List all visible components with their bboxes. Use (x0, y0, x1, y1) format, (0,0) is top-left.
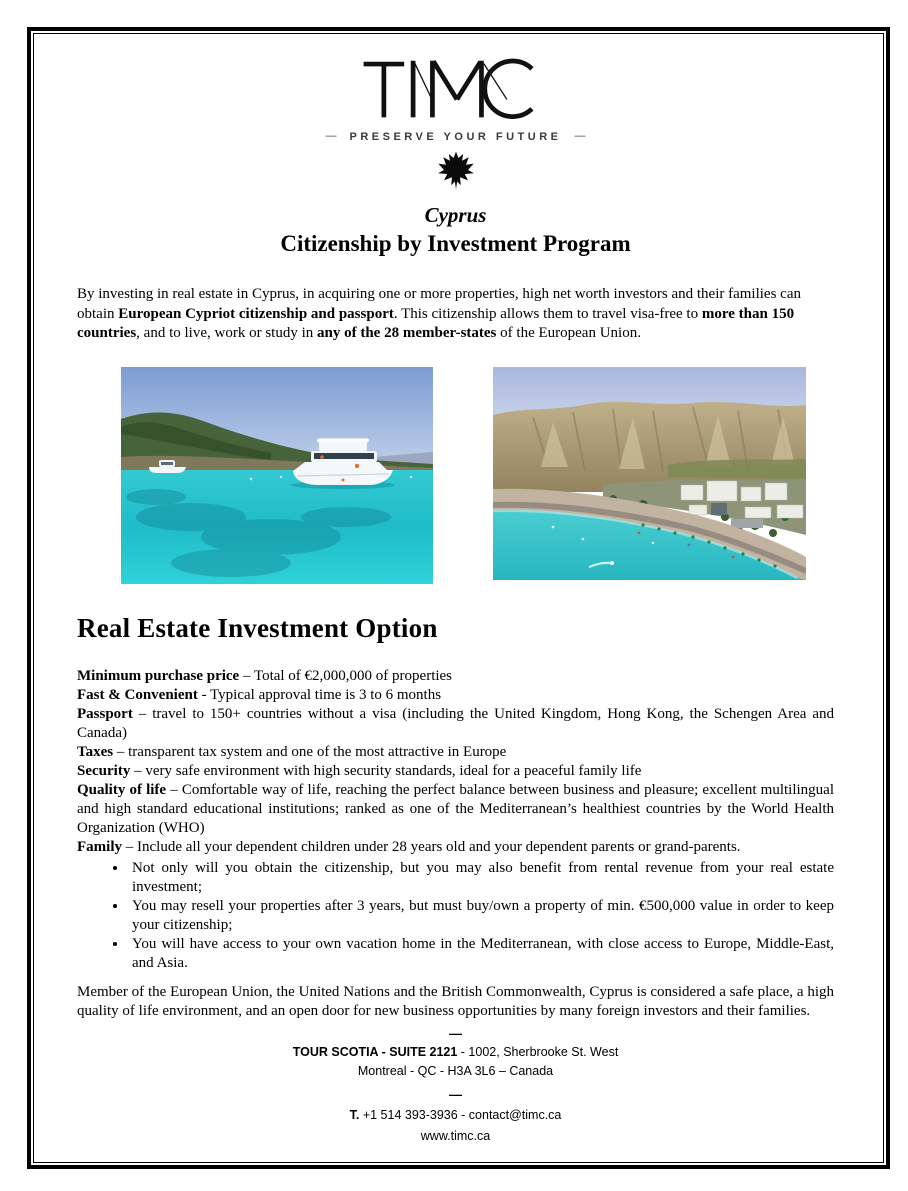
feature-item: Passport – travel to 150+ countries without a visa (including the United Kingdom, Hong Kong, the Schengen Area and Canada) (77, 705, 834, 741)
document-page (35, 35, 882, 1161)
yacht-bay-photo (121, 367, 433, 584)
tagline-text: PRESERVE YOUR FUTURE (349, 131, 562, 143)
feature-label: Family (77, 838, 122, 855)
footer-address-line2: Montreal - QC - H3A 3L6 – Canada (357, 1064, 554, 1079)
feature-item: Minimum purchase price – Total of €2,000,000 of properties (77, 667, 453, 684)
feature-item: Family – Include all your dependent children under 28 years old and your dependent parents or grand-parents. (77, 838, 741, 855)
intro-segment: By investing in real estate in Cyprus, in acquiring one or more properties, high net worth investors and their families can obtain (77, 286, 801, 322)
maple-leaf-icon (433, 150, 479, 190)
section-heading: Real Estate Investment Option (77, 612, 438, 643)
footer-website: www.timc.ca (420, 1129, 491, 1144)
tagline-dash-right: — (574, 130, 586, 142)
footer-phone-rest: +1 514 393-3936 - contact@timc.ca (359, 1107, 562, 1122)
feature-item: Taxes – transparent tax system and one of the most attractive in Europe (77, 743, 507, 760)
bullet-item: • You will have access to your own vacation home in the Mediterranean, with close access to Europe, Middle-East, and Asia. (128, 935, 834, 973)
footer-address-line1 (77, 1045, 834, 1061)
intro-paragraph (77, 285, 834, 344)
photos-row (77, 367, 834, 584)
feature-label: Minimum purchase price (77, 667, 240, 684)
feature-label: Taxes (77, 743, 114, 760)
logo-tagline (77, 130, 834, 144)
bullet-list (77, 859, 834, 973)
footer-address-bold: TOUR SCOTIA - SUITE 2121 (292, 1044, 458, 1059)
feature-item: Quality of life – Comfortable way of life, reaching the perfect balance between business and pleasure; excellent multilingual and high standard educational institutions; ranked as one of the Mediterranean’s healthiest countries by the World Health Organization (WHO) (77, 781, 835, 836)
features-list (77, 667, 834, 857)
bullet-item: • Not only will you obtain the citizenship, but you may also benefit from rental revenue from your real estate investment; (128, 859, 834, 897)
footer (77, 1045, 834, 1145)
intro-segment: of the European Union. (496, 325, 641, 341)
footer-address-rest: - 1002, Sherbrooke St. West (457, 1044, 619, 1059)
closing-paragraph: Member of the European Union, the United Nations and the British Commonwealth, Cyprus is considered a safe place, a high quality of life environment, and an open door for new business opportunities by many foreign investors and their families. (77, 983, 834, 1019)
feature-label: Quality of life (77, 781, 167, 798)
title-cyprus: Cyprus (424, 203, 487, 227)
feature-label: Fast & Convenient (77, 686, 198, 703)
tagline-dash-left: — (325, 130, 337, 142)
footer-divider-dash: — (449, 1086, 462, 1102)
intro-segment: any of the 28 member-states (317, 325, 497, 341)
title-program: Citizenship by Investment Program (280, 231, 631, 256)
bullet-item: • You may resell your properties after 3 years, but must buy/own a property of min. €500,000 value in order to keep your citizenship; (128, 897, 834, 935)
footer-phone-line (77, 1108, 834, 1124)
timc-logo (357, 57, 555, 123)
intro-segment: , and to live, work or study in (136, 325, 317, 341)
beach-aerial-photo (493, 367, 806, 584)
footer-phone-label: T. (349, 1107, 360, 1122)
feature-item: Fast & Convenient - Typical approval time is 3 to 6 months (77, 686, 442, 703)
header-logo-block (77, 57, 834, 190)
page-border-frame (27, 27, 890, 1169)
feature-label: Passport (77, 705, 133, 722)
intro-segment: . This citizenship allows them to travel visa-free to (393, 305, 702, 322)
inner-border-frame (33, 33, 884, 1163)
feature-label: Security (77, 762, 131, 779)
intro-segment: more than 150 countries (77, 305, 795, 341)
feature-item: Security – very safe environment with high security standards, ideal for a peaceful family life (77, 762, 642, 779)
intro-segment: European Cypriot citizenship and passport (118, 305, 394, 322)
section-divider-dash: — (449, 1025, 462, 1041)
